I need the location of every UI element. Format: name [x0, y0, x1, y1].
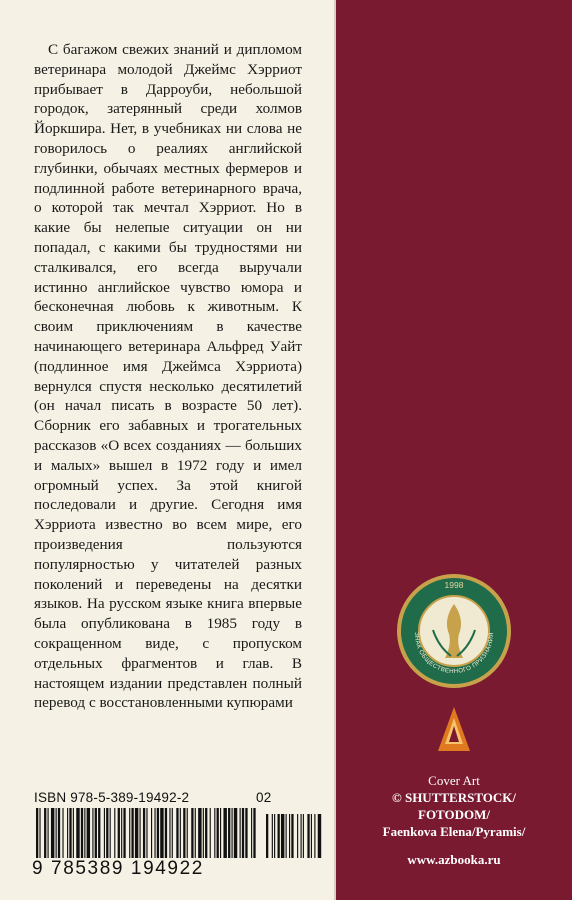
barcode-bar — [121, 808, 122, 858]
barcode-bar — [44, 808, 46, 858]
barcode-bar — [191, 808, 193, 858]
barcode-bar — [76, 808, 79, 858]
barcode-bar — [160, 808, 163, 858]
barcode-bar — [135, 808, 138, 858]
barcode-bar — [176, 808, 178, 858]
isbn-label-row — [34, 790, 324, 810]
credit-line-4: Faenkova Elena/Pyramis/ — [382, 824, 526, 839]
barcode-bar — [203, 808, 204, 858]
barcode-addon-bar — [291, 814, 293, 858]
barcode-bar — [131, 808, 133, 858]
barcode-addon-bar — [311, 814, 312, 858]
barcode-bar — [36, 808, 38, 858]
barcode-bar — [234, 808, 237, 858]
barcode-bar — [87, 808, 90, 858]
credit-line-2: © SHUTTERSTOCK/ — [392, 790, 516, 805]
barcode-bar — [39, 808, 40, 858]
barcode-addon-bar — [297, 814, 298, 858]
barcode-bar — [114, 808, 115, 858]
barcode-bar — [223, 808, 226, 858]
barcode-addon-bar — [274, 814, 275, 858]
barcode-bar — [62, 808, 63, 858]
barcode-addon-bar — [307, 814, 309, 858]
barcode-addon-bar — [301, 814, 302, 858]
barcode-bar — [220, 808, 221, 858]
barcode-bar — [210, 808, 211, 858]
barcode-bar — [98, 808, 100, 858]
barcode-icon — [34, 808, 324, 860]
barcode-bar — [123, 808, 125, 858]
barcode-addon-bar — [289, 814, 290, 858]
book-description: С багажом свежих знаний и дипломом ветеринара молодой Джеймс Хэрриот прибывает в Дарроуби, небольшой городок, затерянный среди холмов Йоркшира. Нет, в учебниках ни слова не говорилось о реалиях английской глубинки, обычаях местных фермеров и подлинной работе ветеринарного врача, о которой так мечтал Хэрриот. Но в какие бы нелепые ситуации он ни попадал, с какими бы трудностями ни сталкивался, его всегда выручали истинно английское чувство юмора и бесконечная любовь к животным. К своим приключениям в качестве начинающего ветеринара Альфред Уайт (подлинное имя Джеймса Хэрриота) вернулся спустя несколько десятилетий (он начал писать в возрасте 50 лет). Сборник его забавных и трогательных рассказов «О всех созданиях — больших и малых» вышел в 1972 году и имел огромный успех. За этой книгой последовали и другие. Сегодня имя Хэрриота известно во всем мире, его произведения пользуются популярностью у читателей разных поколений и переведены на десятки языков. На русском языке книга впервые была опубликована в 1985 году в сокращенном виде, с пропуском отдельных фрагментов и глав. В настоящем издании представлен полный перевод с восстановленными купюрами — [34, 41, 302, 712]
barcode-bar — [165, 808, 167, 858]
credit-line-3: FOTODOM/ — [418, 807, 490, 822]
barcode-bar — [198, 808, 201, 858]
barcode-bar — [172, 808, 173, 858]
barcode-addon-bar — [318, 814, 321, 858]
barcode-bar — [95, 808, 97, 858]
barcode-bar — [56, 808, 57, 858]
barcode-bar — [251, 808, 252, 858]
barcode-bar — [118, 808, 120, 858]
barcode-bar — [253, 808, 255, 858]
barcode-bar — [228, 808, 230, 858]
barcode-addon-label: 02 — [256, 790, 272, 805]
barcode-bar — [73, 808, 74, 858]
barcode-addon-bar — [278, 814, 280, 858]
barcode-addon-bar — [314, 814, 315, 858]
barcode-bar — [242, 808, 244, 858]
publisher-website-link[interactable]: www.azbooka.ru — [407, 852, 501, 867]
barcode-bar — [183, 808, 185, 858]
barcode-bar — [232, 808, 233, 858]
barcode-bar — [69, 808, 71, 858]
barcode-bar — [187, 808, 188, 858]
barcode-bar — [67, 808, 68, 858]
barcode-bar — [81, 808, 83, 858]
barcode-bar — [140, 808, 141, 858]
barcode-bar — [205, 808, 207, 858]
barcode-bar — [106, 808, 108, 858]
barcode-bar — [104, 808, 105, 858]
barcode-addon-bar — [281, 814, 284, 858]
barcode-bar — [240, 808, 241, 858]
barcode-bar — [169, 808, 170, 858]
barcode-bar — [143, 808, 145, 858]
barcode-bar — [51, 808, 54, 858]
barcode-bar — [154, 808, 155, 858]
barcode-bar — [84, 808, 85, 858]
barcode-bar — [157, 808, 159, 858]
credit-line-1: Cover Art — [428, 773, 480, 788]
barcode-bar — [146, 808, 147, 858]
seal-year: 1998 — [444, 580, 464, 590]
barcode-digits: 9 785389 194922 — [32, 858, 204, 879]
barcode-bar — [110, 808, 111, 858]
barcode-addon-bar — [272, 814, 273, 858]
barcode-bar — [48, 808, 49, 858]
barcode-bar — [217, 808, 219, 858]
barcode-addon-bar — [286, 814, 287, 858]
barcode-bar — [58, 808, 60, 858]
barcode-bar — [180, 808, 181, 858]
barcode-bar — [92, 808, 93, 858]
barcode-addon-bar — [303, 814, 304, 858]
publisher-logo-icon — [437, 706, 471, 752]
barcode-addon-bar — [266, 814, 268, 858]
barcode-bar — [129, 808, 130, 858]
barcode-bar — [245, 808, 247, 858]
barcode-bar — [214, 808, 215, 858]
cover-art-credits — [352, 772, 556, 840]
maroon-panel — [336, 0, 572, 900]
seal-caption: ЗНАК ОБЩЕСТВЕННОГО ПРИЗНАНИЯ — [412, 632, 496, 676]
barcode-bar — [195, 808, 196, 858]
isbn-label: ISBN 978-5-389-19492-2 — [34, 790, 190, 805]
barcode-bar — [151, 808, 152, 858]
